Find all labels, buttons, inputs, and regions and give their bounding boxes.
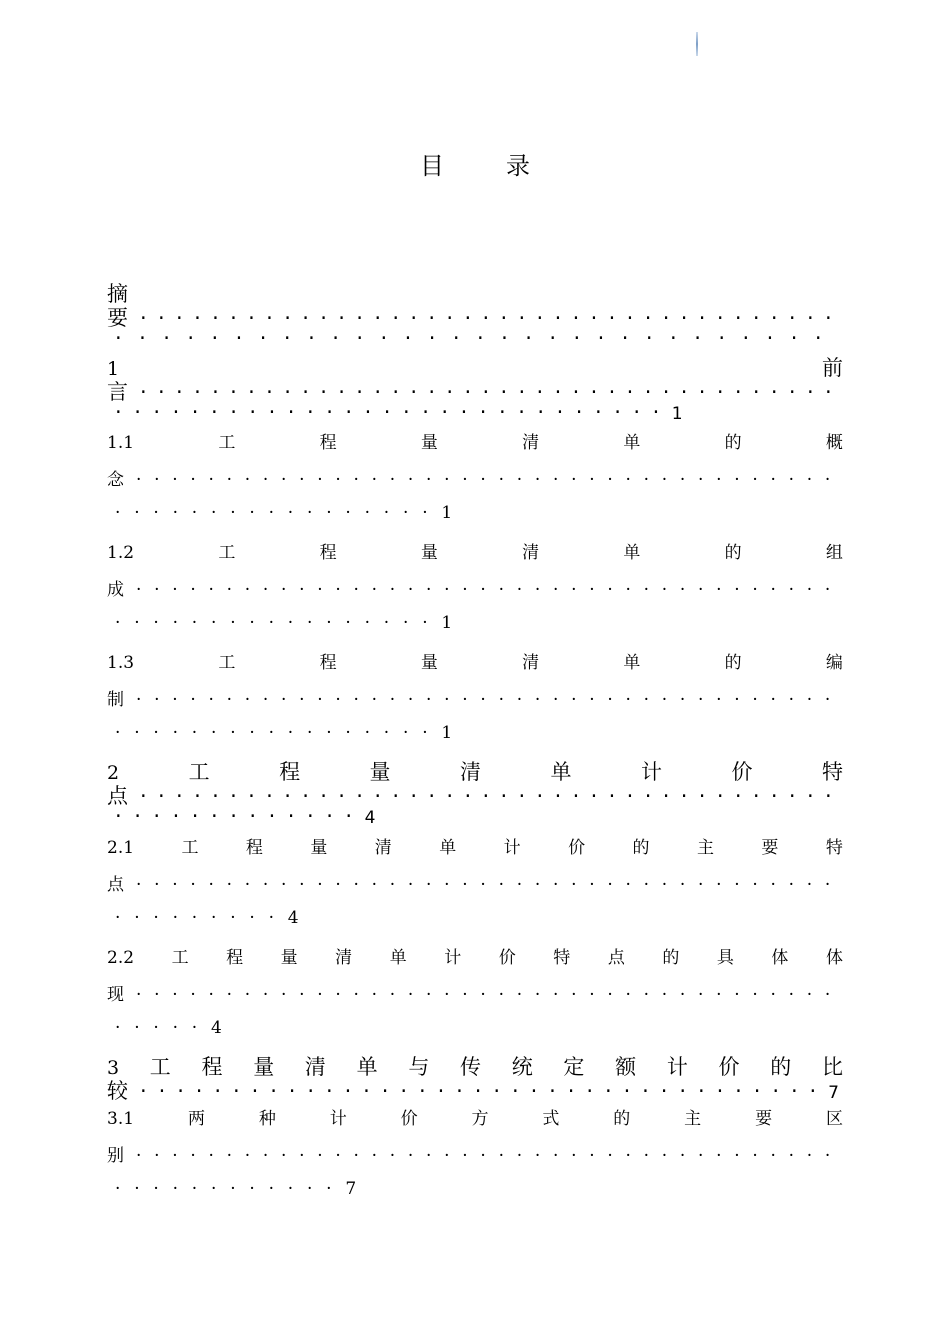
toc-leader-dots: ······································· (136, 470, 843, 490)
toc-entry-line (107, 326, 843, 350)
toc-entry-char: 的 (724, 433, 742, 453)
toc-leader-dots: ······································· (136, 580, 843, 600)
toc-entry-char: 主 (684, 1109, 702, 1129)
toc-entry-char: 传 (460, 1055, 482, 1079)
toc-entry-char: 计 (666, 1055, 688, 1079)
toc-leader-dots: ······························ (115, 326, 839, 350)
toc-entry-char: 单 (389, 948, 407, 968)
toc-entry-char: 点 (607, 948, 625, 968)
toc-entry-line (107, 870, 843, 895)
toc-page-number: 1 (441, 503, 453, 523)
toc-entry-char: 成 (107, 580, 124, 600)
toc-title-char: 录 (506, 152, 530, 180)
toc-entry-line (107, 804, 843, 828)
toc-entry-char: 工 (218, 543, 236, 563)
toc-entry-number: 1.3 (107, 653, 135, 673)
toc-entry-line (107, 723, 843, 743)
toc-entry-char: 清 (460, 760, 482, 784)
toc-entry-char: 点 (107, 875, 124, 895)
toc-entry-char: 量 (253, 1055, 275, 1079)
toc-title (0, 146, 950, 181)
toc-entry-line (107, 503, 843, 523)
toc-entry-line (107, 428, 843, 453)
toc-entry-char: 工 (218, 653, 236, 673)
toc-entry-line (107, 908, 843, 928)
toc-leader-dots: ······································· (136, 985, 843, 1005)
toc-leader-dots: ····· (115, 1018, 211, 1038)
toc-entry-char: 量 (310, 838, 328, 858)
toc-entry-char: 统 (511, 1055, 533, 1079)
toc-entry-char: 特 (825, 838, 843, 858)
toc-page-number: 7 (828, 1083, 839, 1103)
toc-entry-char: 量 (280, 948, 298, 968)
toc-entry-number: 1.2 (107, 543, 135, 563)
toc-entry-char: 区 (825, 1109, 843, 1129)
toc-entry-line (107, 685, 843, 710)
toc-leader-dots: ········· (115, 908, 288, 928)
toc-entry-char: 要 (755, 1109, 773, 1129)
toc-entry-char: 念 (107, 470, 124, 490)
toc-entry-char: 体 (771, 948, 789, 968)
toc-entry-line (107, 833, 843, 858)
toc-entry-char: 单 (623, 653, 641, 673)
toc-entry-char: 工 (181, 838, 199, 858)
toc-entry-line (107, 465, 843, 490)
toc-entry-char: 单 (623, 433, 641, 453)
toc-entry-char: 计 (503, 838, 521, 858)
toc-entry-char: 的 (613, 1109, 631, 1129)
toc-page-number: 4 (364, 808, 376, 828)
toc-entry-char: 量 (420, 653, 438, 673)
toc-entry-char: 量 (369, 760, 391, 784)
toc-entry-line (107, 943, 843, 968)
toc-page-number: 4 (287, 908, 299, 928)
toc-entry-char: 单 (439, 838, 457, 858)
toc-entry-char: 单 (550, 760, 572, 784)
toc-entry-number: 3.1 (107, 1109, 135, 1129)
toc-entry-number: 1 (107, 358, 120, 380)
toc-entry-char: 的 (662, 948, 680, 968)
toc-entry-char: 的 (724, 653, 742, 673)
toc-page-number: 1 (671, 404, 683, 424)
toc-leader-dots: ······································· (136, 1146, 843, 1166)
toc-page-number: 1 (441, 613, 453, 633)
toc-entry-char: 程 (319, 653, 337, 673)
toc-entry-char: 制 (107, 690, 124, 710)
toc-entry-line (107, 400, 843, 424)
toc-entry-line (107, 575, 843, 600)
toc-entry-char: 价 (568, 838, 586, 858)
toc-entry-number: 1.1 (107, 433, 135, 453)
toc-entry-char: 的 (770, 1055, 792, 1079)
toc-entry-char: 计 (329, 1109, 347, 1129)
toc-entry-char: 概 (825, 433, 843, 453)
toc-entry-line (107, 648, 843, 673)
toc-leader-dots: ······································· (140, 306, 843, 330)
toc-entry-char: 别 (107, 1146, 124, 1166)
toc-entry-char: 言 (107, 380, 128, 404)
toc-entry-char: 特 (553, 948, 571, 968)
toc-entry-char: 与 (408, 1055, 430, 1079)
toc-entry-line (107, 1179, 843, 1199)
toc-entry-char: 价 (718, 1055, 740, 1079)
toc-entry-char: 清 (522, 543, 540, 563)
toc-entry-char: 单 (623, 543, 641, 563)
toc-entry-char: 程 (245, 838, 263, 858)
toc-entry-char: 组 (825, 543, 843, 563)
toc-entry-char: 定 (563, 1055, 585, 1079)
toc-page-number: 7 (345, 1179, 357, 1199)
toc-entry-char: 的 (632, 838, 650, 858)
toc-entry-char: 程 (201, 1055, 223, 1079)
toc-entry-char: 工 (149, 1055, 171, 1079)
toc-entry-char: 程 (226, 948, 244, 968)
toc-page-number: 4 (211, 1018, 222, 1038)
toc-entry-line (107, 613, 843, 633)
toc-leader-dots: ······································· (140, 784, 843, 808)
toc-entry-char: 程 (279, 760, 301, 784)
toc-entry-char: 程 (319, 433, 337, 453)
toc-entry-line (107, 980, 843, 1005)
toc-title-char: 目 (420, 152, 444, 180)
scrollbar-marker (696, 32, 698, 56)
toc-entry-char: 计 (641, 760, 662, 784)
toc-entry-char: 工 (171, 948, 189, 968)
toc-entry-char: 单 (356, 1055, 378, 1079)
toc-entry-line (107, 1018, 843, 1038)
toc-leader-dots: ······································· (136, 690, 843, 710)
toc-entry-line (107, 538, 843, 563)
toc-entry-char: 量 (420, 433, 438, 453)
toc-entry-char: 较 (107, 1079, 128, 1103)
toc-entry-char: 计 (444, 948, 462, 968)
toc-entry-number: 2.1 (107, 838, 135, 858)
toc-entry-char: 编 (825, 653, 843, 673)
toc-entry-char: 具 (716, 948, 734, 968)
toc-leader-dots: ····································· (140, 1079, 829, 1103)
toc-leader-dots: ······································· (140, 380, 843, 404)
toc-leader-dots: ················· (115, 503, 442, 523)
toc-entry-char: 价 (498, 948, 516, 968)
toc-entry-char: 清 (522, 653, 540, 673)
toc-entry-char: 额 (615, 1055, 637, 1079)
toc-entry-char: 方 (471, 1109, 489, 1129)
toc-entry-number: 2.2 (107, 948, 135, 968)
toc-entry-char: 前 (822, 356, 843, 380)
toc-entry-number: 3 (107, 1057, 120, 1079)
toc-entry-char: 清 (304, 1055, 326, 1079)
toc-entry-char: 清 (374, 838, 392, 858)
toc-leader-dots: ············ (115, 1179, 346, 1199)
toc-entry-char: 体 (825, 948, 843, 968)
toc-leader-dots: ················· (115, 613, 442, 633)
toc-entry-char: 种 (258, 1109, 276, 1129)
toc-entry-char: 的 (724, 543, 742, 563)
toc-page-number: 1 (441, 723, 453, 743)
toc-entry-number: 摘 (107, 282, 128, 306)
toc-entry-char: 量 (420, 543, 438, 563)
toc-entry-char: 点 (107, 784, 128, 808)
toc-entry-line (107, 1141, 843, 1166)
toc-entry-char: 程 (319, 543, 337, 563)
toc-leader-dots: ······································· (136, 875, 843, 895)
toc-entry-char: 要 (761, 838, 779, 858)
toc-entry-char: 比 (821, 1055, 843, 1079)
toc-entry-char: 式 (542, 1109, 560, 1129)
toc-entry-char: 工 (218, 433, 236, 453)
toc-entry-char: 价 (731, 760, 753, 784)
toc-entry-char: 清 (335, 948, 353, 968)
toc-entry-line (107, 1075, 843, 1105)
toc-entry-char: 主 (696, 838, 714, 858)
toc-entry-char: 清 (522, 433, 540, 453)
toc-leader-dots: ····························· (115, 400, 672, 424)
toc-leader-dots: ················· (115, 723, 442, 743)
toc-entry-char: 两 (187, 1109, 205, 1129)
toc-leader-dots: ············· (115, 804, 365, 828)
toc-entry-char: 现 (107, 985, 124, 1005)
toc-entry-char: 特 (821, 760, 843, 784)
toc-entry-char: 要 (107, 306, 128, 330)
toc-entry-number: 2 (107, 762, 120, 784)
toc-entry-char: 工 (188, 760, 210, 784)
toc-entry-line (107, 1104, 843, 1129)
toc-entry-char: 价 (400, 1109, 418, 1129)
